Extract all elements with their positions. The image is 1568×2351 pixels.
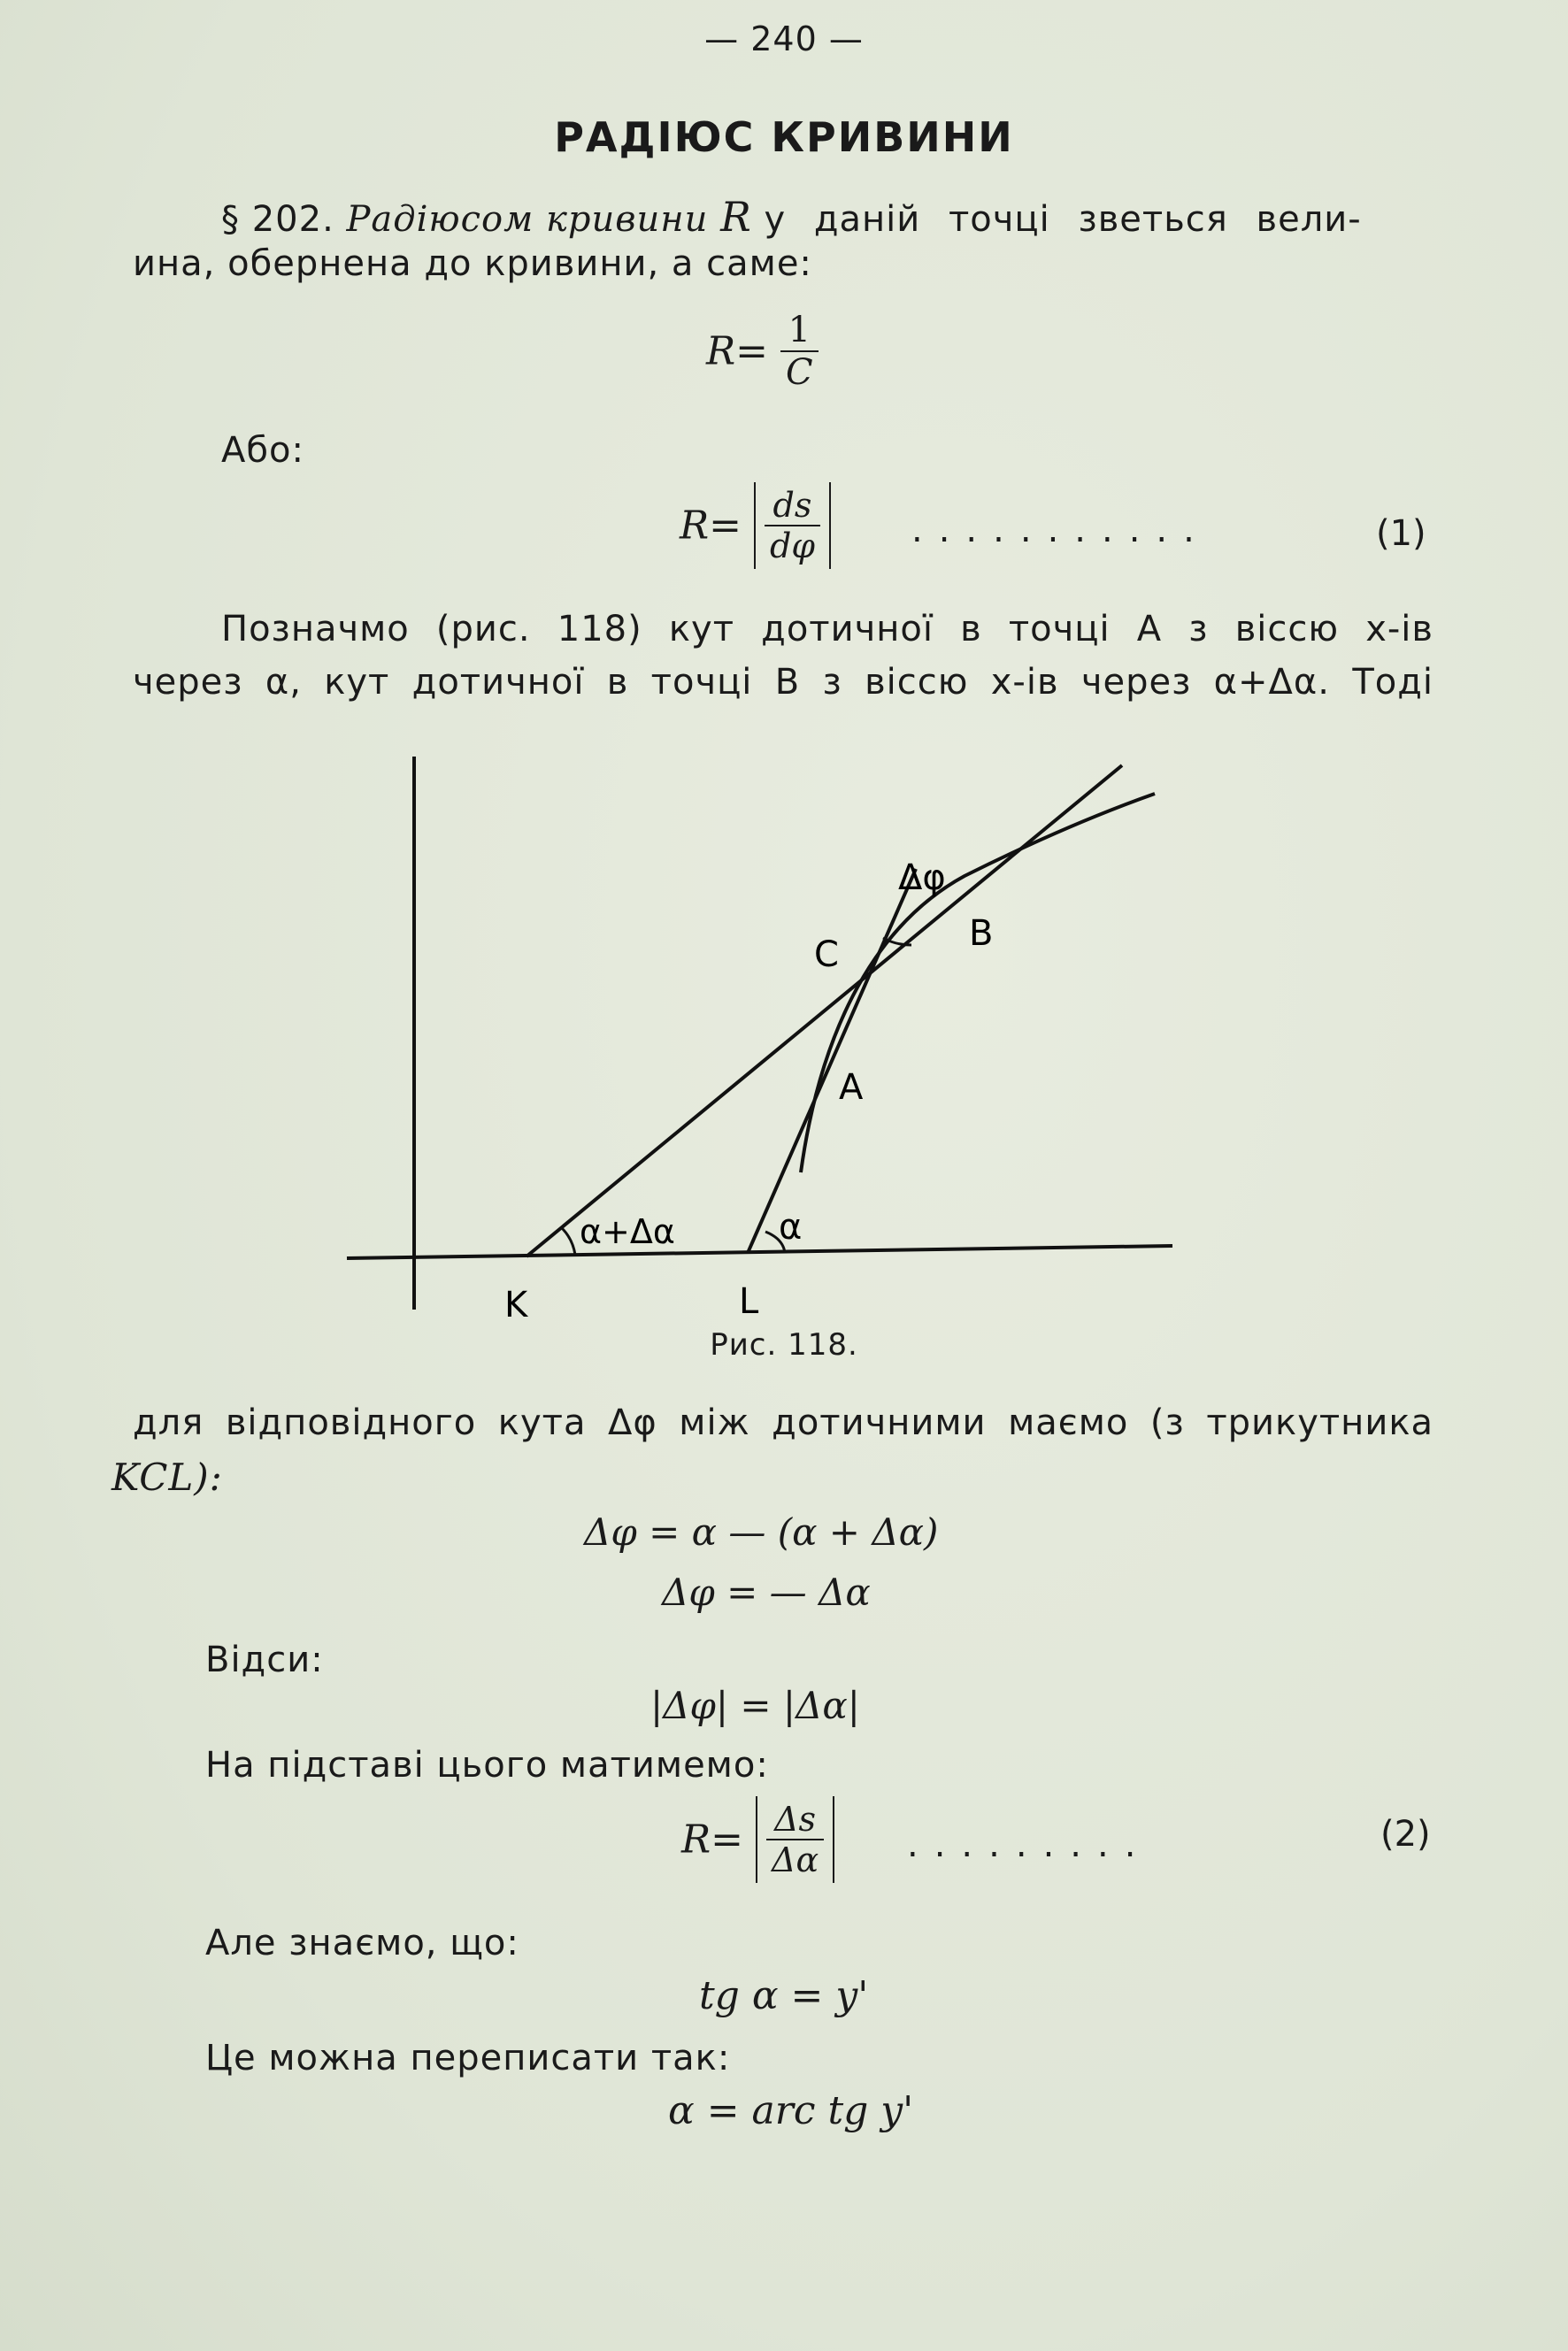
label-point-b: B	[969, 913, 994, 954]
tangent-at-b	[527, 765, 1122, 1256]
paragraph-3-line-2: KCL):	[111, 1456, 223, 1499]
na-pidstavi-label: На підставі цього матимемо:	[205, 1745, 769, 1786]
formula-numerator: 1	[780, 310, 819, 352]
x-axis	[347, 1246, 1172, 1258]
label-point-k: K	[504, 1285, 528, 1325]
figure-caption: Рис. 118.	[710, 1327, 858, 1363]
equation-delta-phi-1: Δφ = α — (α + Δα)	[584, 1510, 939, 1554]
equation-number-2: (2)	[1380, 1814, 1431, 1855]
paragraph-2-line-1: Позначмо (рис. 118) кут дотичної в точці A з віссю x-ів	[221, 609, 1433, 649]
angle-arc-alpha-plus-delta-alpha	[562, 1228, 575, 1255]
formula-1-leader-dots: ...........	[911, 510, 1211, 550]
formula-1-denominator: dφ	[770, 526, 815, 565]
defined-term: Радіюсом кривини	[346, 199, 709, 240]
equation-tg: tg α = y'	[699, 1973, 869, 2018]
tse-label: Це можна переписати так:	[205, 2038, 731, 2078]
vidsy-label: Відси:	[205, 1640, 324, 1680]
equation-arctg: α = arc tg y'	[668, 2088, 914, 2133]
equation-number-1: (1)	[1376, 513, 1426, 554]
formula-2-leader-dots: .........	[907, 1825, 1152, 1865]
section-number: § 202.	[221, 199, 334, 240]
formula-2-denominator: Δα	[772, 1840, 819, 1879]
tangent-at-a	[748, 869, 916, 1253]
abo-label: Або:	[221, 430, 304, 471]
label-point-c: C	[814, 934, 839, 975]
label-alpha-plus-delta-alpha: α+Δα	[580, 1212, 675, 1251]
equation-delta-phi-2: Δφ = — Δα	[662, 1571, 871, 1614]
formula-denominator: C	[786, 352, 813, 393]
equation-absolute-values: |Δφ| = |Δα|	[650, 1684, 860, 1727]
formula-lhs: R=	[706, 328, 768, 374]
paragraph-1-line-2: ина, обернена до кривини, а саме:	[133, 243, 812, 284]
label-point-a: A	[839, 1067, 864, 1108]
formula-2-numerator: Δs	[766, 1800, 824, 1840]
label-point-l: L	[739, 1281, 759, 1322]
formula-2	[681, 1796, 834, 1883]
symbol-r: R	[720, 193, 752, 241]
page-number: — 240 —	[704, 19, 864, 58]
formula-2-lhs: R=	[681, 1817, 743, 1863]
paragraph-1-line-1-rest: у даній точці зветься вели-	[764, 199, 1362, 240]
curve	[801, 794, 1155, 1172]
formula-1-lhs: R=	[680, 503, 742, 549]
label-alpha: α	[779, 1207, 803, 1248]
paragraph-2-line-2: через α, кут дотичної в точці B з віссю x-ів через α+Δα. Тоді	[133, 662, 1433, 703]
label-delta-phi: Δφ	[898, 857, 946, 898]
paragraph-3-line-1: для відповідного кута Δφ між дотичними маємо (з трикутника	[133, 1402, 1433, 1443]
section-heading: РАДІЮС КРИВИНИ	[554, 113, 1014, 161]
formula-1-numerator: ds	[765, 486, 820, 526]
ale-label: Але знаємо, що:	[205, 1923, 519, 1963]
